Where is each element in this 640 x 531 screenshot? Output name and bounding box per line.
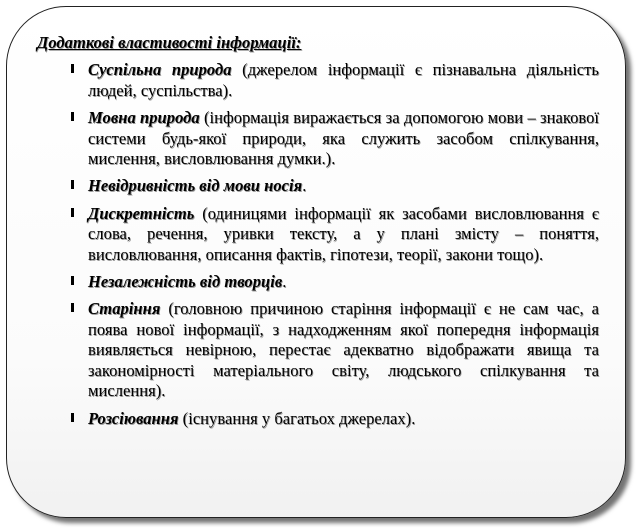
list-item bbox=[37, 299, 599, 401]
properties-list bbox=[37, 60, 599, 429]
item-text: (джерелом інформації є пізнавальна діяльність людей, суспільства). bbox=[88, 60, 599, 100]
item-text: (одиницями інформації як засобами висловлювання є слова, речення, уривки тексту, а у плані змісту – поняття, висловлювання, описання фактів, гіпотези, теорії, закони тощо). bbox=[88, 203, 599, 264]
item-term: Мовна природа bbox=[88, 108, 200, 128]
list-item bbox=[37, 204, 599, 265]
bullet-icon bbox=[71, 276, 74, 285]
item-term: Суспільна природа bbox=[88, 60, 232, 80]
item-text: . bbox=[302, 176, 307, 196]
bullet-icon bbox=[71, 413, 74, 422]
bullet-icon bbox=[71, 208, 74, 217]
item-term: Розсіювання bbox=[88, 408, 179, 428]
item-text: (головною причиною старіння інформації є не сам час, а поява нової інформації, з надходженням якої попередня інформація виявляється невірною, перестає адекватно відображати явища та закономірності матеріального світу, людського спілкування та мислення). bbox=[88, 299, 599, 401]
bullet-icon bbox=[71, 112, 74, 121]
card-content bbox=[37, 33, 599, 436]
list-item bbox=[37, 409, 599, 429]
list-item bbox=[37, 272, 599, 292]
list-item bbox=[37, 108, 599, 169]
item-term: Невідривність від мови носія bbox=[88, 176, 303, 196]
bullet-icon bbox=[71, 303, 74, 312]
item-term: Незалежність від творців bbox=[88, 272, 283, 292]
bullet-icon bbox=[71, 64, 74, 73]
item-text: (інформація виражається за допомогою мови – знакової системи будь-якої природи, яка служить засобом спілкування, мислення, висловлювання думки.). bbox=[88, 108, 599, 169]
bullet-icon bbox=[71, 180, 74, 189]
item-term: Дискретність bbox=[88, 203, 195, 223]
list-item bbox=[37, 60, 599, 101]
list-item bbox=[37, 176, 599, 196]
section-title: Додаткові властивості інформації: bbox=[37, 33, 302, 52]
item-term: Старіння bbox=[88, 299, 161, 319]
item-text: (існування у багатьох джерелах). bbox=[178, 408, 416, 428]
item-text: . bbox=[282, 272, 287, 292]
